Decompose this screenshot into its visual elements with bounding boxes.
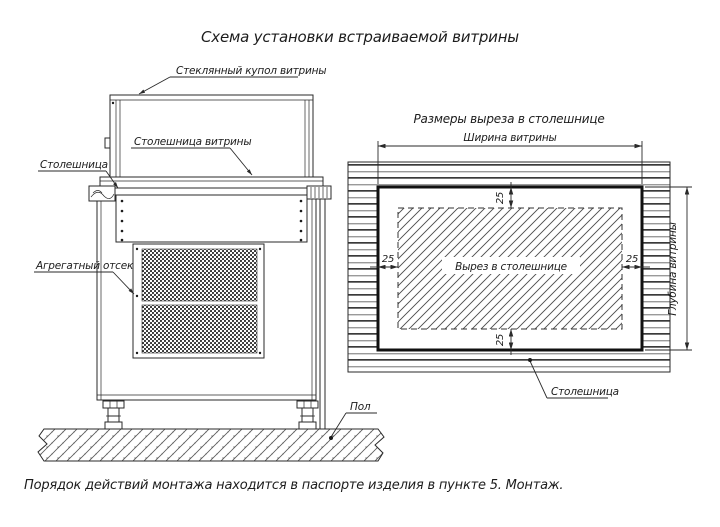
vitrine-countertop-label: Столешница витрины [134, 136, 252, 148]
upper-panel [116, 195, 307, 242]
drawing-title: Схема установки встраиваемой витрины [201, 28, 519, 46]
vent-grille-top [142, 249, 257, 301]
host-countertop-right-section [307, 186, 331, 199]
margin-bottom-dim: 25 [495, 333, 506, 347]
width-dim-label: Ширина витрины [463, 132, 557, 144]
unit-compartment-label: Агрегатный отсек [36, 260, 134, 272]
floor-section [38, 429, 384, 461]
leg-right [297, 401, 318, 429]
footer-note: Порядок действий монтажа находится в паспорте изделия в пункте 5. Монтаж. [24, 478, 564, 493]
cutout-label: Вырез в столешнице [455, 261, 567, 273]
countertop-label: Столешница [40, 159, 108, 171]
floor-label: Пол [350, 401, 371, 413]
margin-left-dim: 25 [381, 254, 395, 265]
vent-grille-bottom [142, 305, 257, 353]
right-view-cutout-plan [348, 112, 692, 398]
glass-dome-label: Стеклянный купол витрины [176, 65, 327, 77]
vitrine-countertop-band [100, 177, 323, 188]
margin-top-dim: 25 [495, 191, 506, 205]
margin-right-dim: 25 [625, 254, 639, 265]
countertop-plan-label: Столешница [551, 386, 619, 398]
depth-dim-label: Глубина витрины [667, 222, 679, 316]
cutout-heading: Размеры выреза в столешнице [413, 112, 605, 126]
leg-left [103, 401, 124, 429]
host-countertop-left-section [89, 186, 115, 201]
left-view-elevation [34, 65, 384, 461]
